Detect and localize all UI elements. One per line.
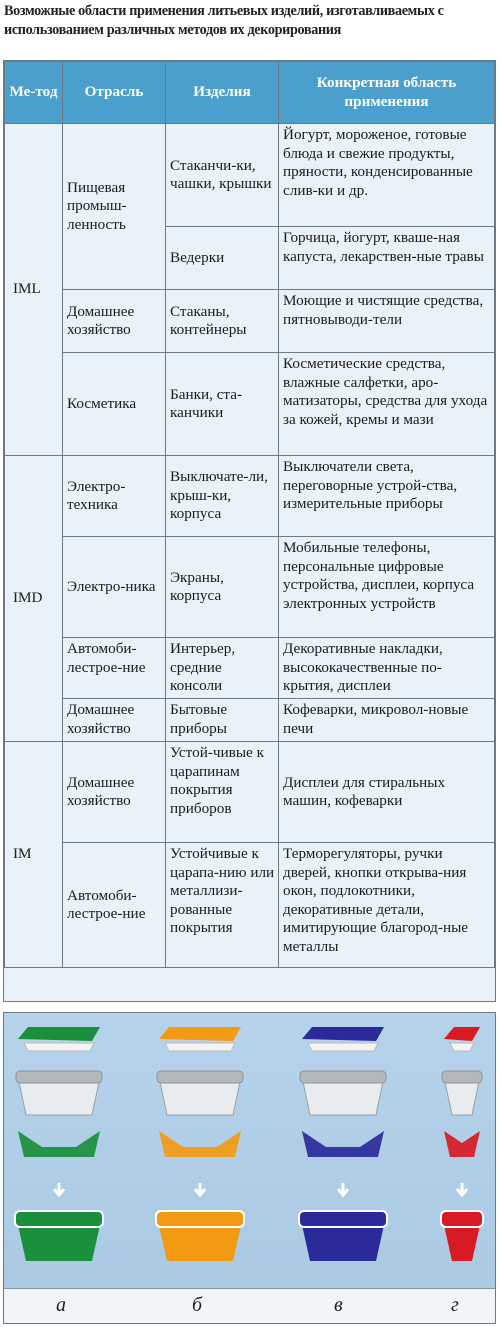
product-cell: Устой-чивые к царапинам покрытия приборов [166,742,279,843]
product-cell: Банки, ста-канчики [166,353,279,456]
industry-cell: Электро-ника [63,537,166,638]
application-cell: Кофеварки, микровол-новые печи [279,699,495,742]
product-cell: Ведерки [166,227,279,290]
industry-cell: Пищевая промыш-ленность [63,124,166,290]
application-cell: Мобильные телефоны, персональные цифровые устройства, дисплеи, корпуса электронных устройств [279,537,495,638]
table-header-row [5,62,495,124]
product-cell: Выключате-ли, крыш-ки, корпуса [166,456,279,537]
application-cell: Дисплеи для стиральных машин, кофеварки [279,742,495,843]
tub-orange-rim [157,1071,243,1083]
application-cell: Терморегуляторы, ручки дверей, кнопки открыва-ния окон, подлокотники, декоративные детали, имитирующие благород-ные металлы [279,843,495,968]
table-row [5,456,495,537]
product-cell: Стаканы, контейнеры [166,290,279,353]
figure-labels [4,1288,495,1323]
lid-orange-edge [165,1043,235,1051]
industry-cell: Автомоби-лестрое-ние [63,638,166,699]
table-row [5,353,495,456]
label-red [444,1131,480,1157]
decoration-figure [3,1012,496,1324]
application-cell: Моющие и чистящие средства, пятновыводи-тели [279,290,495,353]
application-cell: Йогурт, мороженое, готовые блюда и свежие продукты, пряности, конденсированные слив-ки и др. [279,124,495,227]
figure-label-v: в [334,1294,343,1316]
tub-red-rim [442,1071,482,1083]
header-products: Изделия [166,62,279,124]
lid-green [18,1027,100,1041]
label-orange [159,1131,241,1157]
industry-cell: Электро-техника [63,456,166,537]
arrow-blue [338,1183,348,1195]
lid-blue-edge [308,1043,378,1051]
industry-cell: Домашнее хозяйство [63,699,166,742]
table-row [5,699,495,742]
table-row [5,124,495,227]
container-blue-lid [299,1211,387,1227]
application-cell: Горчица, йогурт, кваше-ная капуста, лекарствен-ные травы [279,227,495,290]
header-method: Ме-тод [5,62,63,124]
container-green-body [18,1225,100,1261]
page-title: Возможные области применения литьевых изделий, изготавливаемых с использованием различных методов их декорирования [4,3,444,38]
tub-green-rim [16,1071,102,1083]
container-red-lid [441,1211,483,1227]
applications-table [3,60,496,1002]
application-cell: Косметические средства, влажные салфетки, аро-матизаторы, средства для ухода за кожей, кремы и мази [279,353,495,456]
product-cell: Интерьер, средние консоли [166,638,279,699]
method-cell: IML [5,124,63,456]
method-cell: IM [5,742,63,968]
lid-red [444,1027,480,1041]
figure-label-a: а [56,1294,66,1316]
industry-cell: Домашнее хозяйство [63,290,166,353]
header-industry: Отрасль [63,62,166,124]
industry-cell: Домашнее хозяйство [63,742,166,843]
table-row [5,537,495,638]
figure-label-b: б [192,1294,203,1316]
lid-blue [302,1027,384,1041]
label-blue [302,1131,384,1157]
lid-red-edge [450,1043,474,1051]
label-green [18,1131,100,1157]
industry-cell: Косметика [63,353,166,456]
product-cell: Бытовые приборы [166,699,279,742]
arrow-red [457,1183,467,1195]
application-cell: Декоративные накладки, высококачественные по-крытия, дисплеи [279,638,495,699]
arrow-green [54,1183,64,1195]
lid-green-edge [24,1043,94,1051]
table-row [5,638,495,699]
container-orange-body [159,1225,241,1261]
table-row [5,290,495,353]
header-application: Конкретная область применения [279,62,495,124]
product-cell: Устойчивые к царапа-нию или металлизи-рованные покрытия [166,843,279,968]
lid-orange [159,1027,241,1041]
container-orange-lid [156,1211,244,1227]
container-green-lid [15,1211,103,1227]
arrow-orange [195,1183,205,1195]
industry-cell: Автомоби-лестрое-ние [63,843,166,968]
container-illustration [4,1013,495,1289]
product-cell: Экраны, корпуса [166,537,279,638]
tub-blue-rim [300,1071,386,1083]
figure-label-g: г [451,1294,459,1316]
table-row [5,742,495,843]
container-red-body [444,1225,480,1261]
application-cell: Выключатели света, переговорные устрой-ства, измерительные приборы [279,456,495,537]
method-cell: IMD [5,456,63,742]
container-blue-body [302,1225,384,1261]
product-cell: Стаканчи-ки, чашки, крышки [166,124,279,227]
table-row [5,843,495,968]
